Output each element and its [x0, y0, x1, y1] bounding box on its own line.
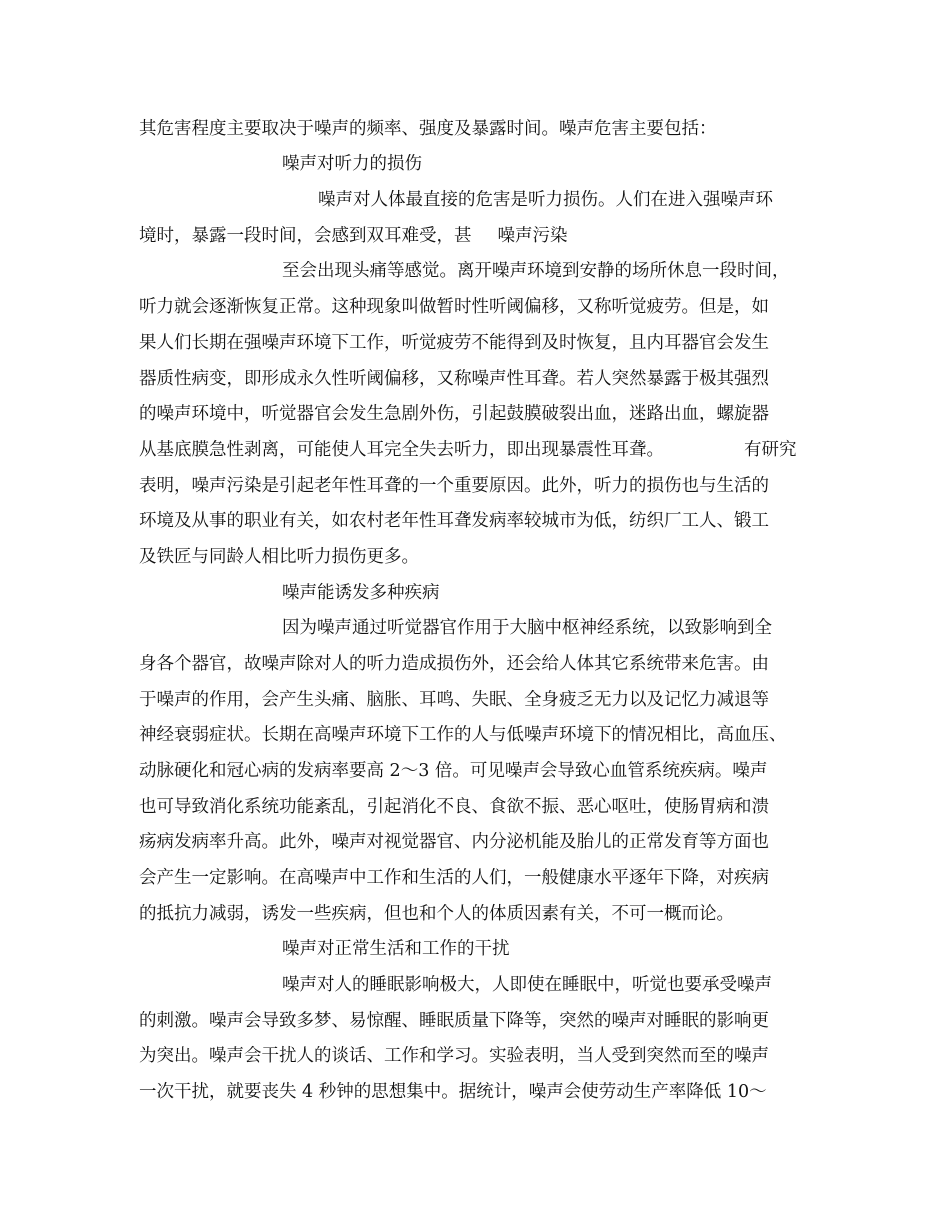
text-line: 的刺激。噪声会导致多梦、易惊醒、睡眠质量下降等，突然的噪声对睡眠的影响更 — [139, 1011, 769, 1031]
text-line: 会产生一定影响。在高噪声中工作和生活的人们，一般健康水平逐年下降，对疾病 — [139, 868, 769, 888]
text-line: 疡病发病率升高。此外，噪声对视觉器官、内分泌机能及胎儿的正常发育等方面也 — [139, 832, 769, 852]
text-line: 境时，暴露一段时间，会感到双耳难受，甚 噪声污染 — [139, 226, 568, 246]
text-line: 神经衰弱症状。长期在高噪声环境下工作的人与低噪声环境下的情况相比，高血压、 — [139, 725, 787, 745]
text-line: 也可导致消化系统功能紊乱，引起消化不良、食欲不振、恶心呕吐，使肠胃病和溃 — [139, 797, 769, 817]
text-line: 因为噪声通过听觉器官作用于大脑中枢神经系统，以致影响到全 — [282, 618, 772, 638]
text-line: 器质性病变，即形成永久性听阈偏移，又称噪声性耳聋。若人突然暴露于极其强烈 — [139, 369, 769, 389]
text-line: 噪声对人的睡眠影响极大，人即使在睡眠中，听觉也要承受噪声 — [282, 975, 772, 995]
text-line: 环境及从事的职业有关，如农村老年性耳聋发病率较城市为低，纺织厂工人、锻工 — [139, 511, 769, 531]
text-line: 有研究 — [744, 440, 797, 460]
section-heading: 噪声能诱发多种疾病 — [282, 583, 440, 603]
text-line: 动脉硬化和冠心病的发病率要高 2～3 倍。可见噪声会导致心血管系统疾病。噪声 — [139, 761, 768, 781]
text-line: 的噪声环境中，听觉器官会发生急剧外伤，引起鼓膜破裂出血，迷路出血，螺旋器 — [139, 404, 769, 424]
text-line: 其危害程度主要取决于噪声的频率、强度及暴露时间。噪声危害主要包括： — [139, 119, 717, 139]
text-line: 于噪声的作用，会产生头痛、脑胀、耳鸣、失眠、全身疲乏无力以及记忆力减退等 — [139, 690, 769, 710]
text-line: 果人们长期在强噪声环境下工作，听觉疲劳不能得到及时恢复，且内耳器官会发生 — [139, 333, 769, 353]
inline-heading: 噪声污染 — [497, 226, 568, 246]
text-line: 身各个器官，故噪声除对人的听力造成损伤外，还会给人体其它系统带来危害。由 — [139, 654, 769, 674]
section-heading: 噪声对正常生活和工作的干扰 — [282, 939, 510, 959]
text-line: 表明，噪声污染是引起老年性耳聋的一个重要原因。此外，听力的损伤也与生活的 — [139, 476, 769, 496]
text-line: 从基底膜急性剥离，可能使人耳完全失去听力，即出现暴震性耳聋。 — [139, 440, 664, 460]
text-line: 听力就会逐渐恢复正常。这种现象叫做暂时性听阈偏移，又称听觉疲劳。但是，如 — [139, 297, 769, 317]
text-line: 的抵抗力减弱，诱发一些疾病，但也和个人的体质因素有关，不可一概而论。 — [139, 904, 734, 924]
text-line: 一次干扰，就要丧失 4 秒钟的思想集中。据统计，噪声会使劳动生产率降低 10～ — [139, 1082, 767, 1102]
text-line: 噪声对人体最直接的危害是听力损伤。人们在进入强噪声环 — [318, 190, 773, 210]
text-line: 及铁匠与同龄人相比听力损伤更多。 — [139, 547, 419, 567]
text-line: 至会出现头痛等感觉。离开噪声环境到安静的场所休息一段时间， — [282, 261, 790, 281]
section-heading: 噪声对听力的损伤 — [282, 154, 422, 174]
text-line: 为突出。噪声会干扰人的谈话、工作和学习。实验表明，当人受到突然而至的噪声 — [139, 1046, 769, 1066]
